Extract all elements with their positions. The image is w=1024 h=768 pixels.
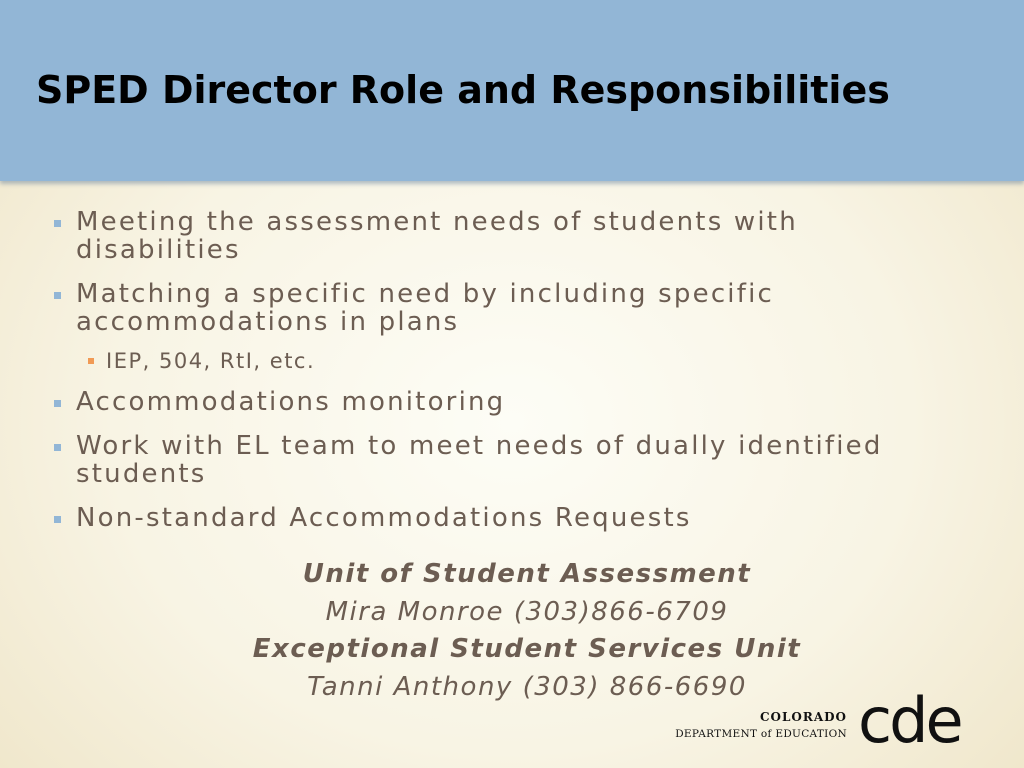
bullet-item: Accommodations monitoring	[50, 388, 970, 416]
slide-title: SPED Director Role and Responsibilities	[36, 68, 890, 112]
bullet-list	[50, 208, 970, 548]
sub-bullet-item: IEP, 504, RtI, etc.	[50, 348, 970, 374]
logo-cde-text: cde	[858, 684, 961, 757]
logo-department-text: DEPARTMENT of EDUCATION	[675, 728, 847, 740]
bullet-item: Non-standard Accommodations Requests	[50, 504, 970, 532]
cde-logo	[675, 684, 990, 757]
contact-unit-assessment: Unit of Student Assessment	[302, 559, 752, 589]
contact-person-monroe: Mira Monroe (303)866-6709	[325, 596, 729, 627]
bullet-item: Meeting the assessment needs of students with disabilities	[50, 208, 970, 264]
contact-unit-exceptional: Exceptional Student Services Unit	[252, 634, 802, 664]
bullet-item: Matching a specific need by including specific accommodations in plans	[50, 280, 970, 336]
logo-colorado-text: COLORADO	[759, 710, 847, 724]
title-banner	[0, 0, 1024, 181]
contact-person-anthony: Tanni Anthony (303) 866-6690	[307, 671, 747, 702]
bullet-item: Work with EL team to meet needs of dually identified students	[50, 432, 970, 488]
